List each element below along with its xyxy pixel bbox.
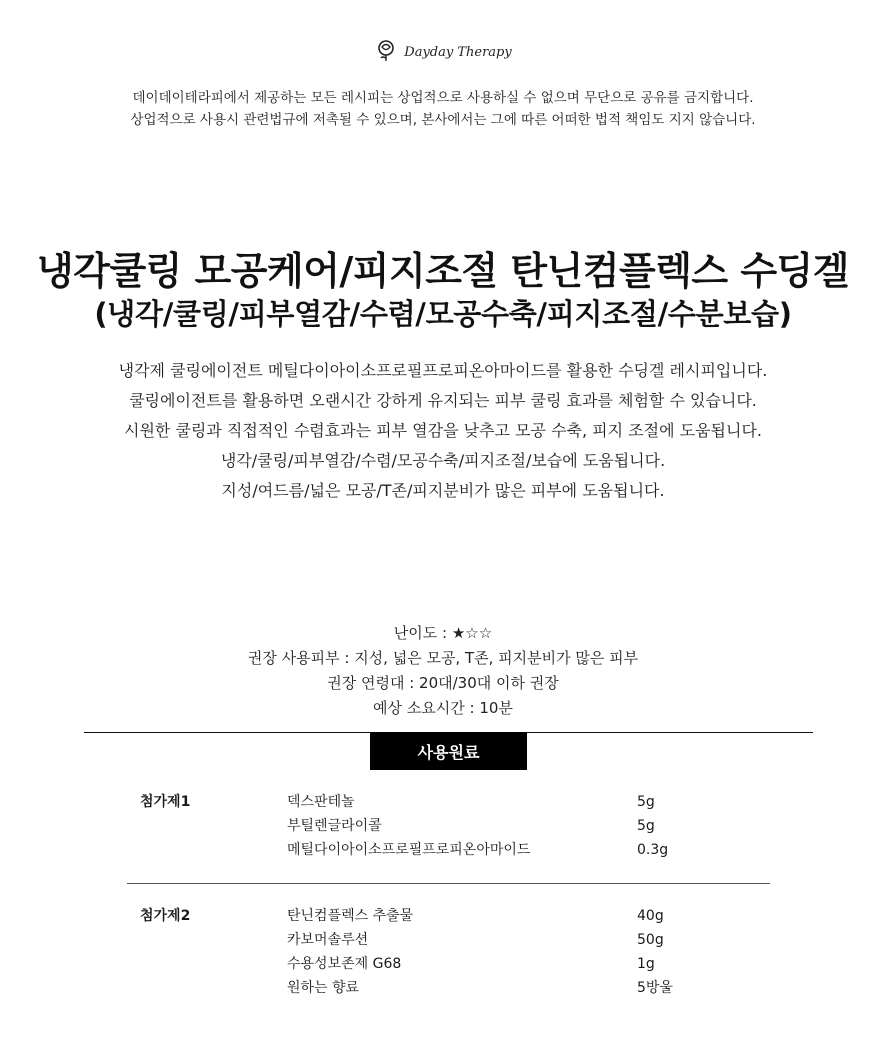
ingredient-row	[0, 976, 886, 1000]
group-label: 첨가제2	[140, 908, 191, 924]
ingredient-name: 카보머솔루션	[287, 932, 369, 948]
recommended-skin-text: 권장 사용피부 : 지성, 넓은 모공, T존, 피지분비가 많은 피부	[247, 649, 639, 667]
recipe-description	[0, 356, 886, 506]
notice-line: 상업적으로 사용시 관련법규에 저촉될 수 있으며, 본사에서는 그에 따른 어떠한 법적 책임도 지지 않습니다.	[130, 112, 756, 128]
recipe-subtitle: (냉각/쿨링/피부열감/수렴/모공수축/피지조절/수분보습)	[94, 297, 792, 331]
recommended-age-text: 권장 연령대 : 20대/30대 이하 권장	[327, 674, 559, 692]
ingredient-row	[0, 838, 886, 862]
difficulty-text: 난이도 : ★☆☆	[393, 624, 493, 642]
estimated-time-text: 예상 소요시간 : 10분	[373, 699, 513, 717]
ingredient-name: 원하는 향료	[287, 980, 360, 996]
ingredient-name: 덱스판테놀	[287, 794, 355, 810]
brand-name: Dayday Therapy	[404, 44, 512, 60]
ingredient-row	[0, 952, 886, 976]
ingredient-amount: 1g	[637, 956, 655, 972]
ingredient-name: 수용성보존제 G68	[287, 956, 402, 972]
ingredient-name: 부틸렌글라이콜	[287, 818, 382, 834]
ingredient-row	[0, 904, 886, 928]
description-line: 쿨링에이전트를 활용하면 오랜시간 강하게 유지되는 피부 쿨링 효과를 체험할 수 있습니다.	[129, 391, 757, 410]
ingredient-amount: 5방울	[637, 980, 673, 996]
ingredients-section-label: 사용원료	[370, 732, 527, 770]
ingredient-row	[0, 814, 886, 838]
description-line: 냉각/쿨링/피부열감/수렴/모공수축/피지조절/보습에 도움됩니다.	[220, 451, 666, 470]
ingredient-name: 탄닌컴플렉스 추출물	[287, 908, 414, 924]
ingredient-name: 메틸다이아이소프로필프로피온아마이드	[287, 842, 531, 858]
copyright-notice	[0, 87, 886, 131]
notice-line: 데이데이테라피에서 제공하는 모든 레시피는 상업적으로 사용하실 수 없으며 무단으로 공유를 금지합니다.	[132, 90, 754, 106]
description-line: 지성/여드름/넓은 모공/T존/피지분비가 많은 피부에 도움됩니다.	[221, 481, 665, 500]
ingredient-amount: 0.3g	[637, 842, 669, 858]
ingredient-amount: 5g	[637, 818, 655, 834]
recipe-title: 냉각쿨링 모공케어/피지조절 탄닌컴플렉스 수딩겔	[37, 249, 849, 293]
brand-logo	[0, 38, 886, 66]
description-line: 시원한 쿨링과 직접적인 수렴효과는 피부 열감을 낮추고 모공 수축, 피지 조절에 도움됩니다.	[124, 421, 762, 440]
ingredient-row	[0, 928, 886, 952]
description-line: 냉각제 쿨링에이전트 메틸다이아이소프로필프로피온아마이드를 활용한 수딩겔 레시피입니다.	[118, 361, 768, 380]
ingredient-amount: 50g	[637, 932, 664, 948]
group-divider	[127, 883, 770, 884]
ingredient-amount: 5g	[637, 794, 655, 810]
recipe-info	[0, 621, 886, 721]
ingredient-amount: 40g	[637, 908, 664, 924]
ingredient-row	[0, 790, 886, 814]
rose-icon	[374, 38, 398, 66]
group-label: 첨가제1	[140, 794, 191, 810]
